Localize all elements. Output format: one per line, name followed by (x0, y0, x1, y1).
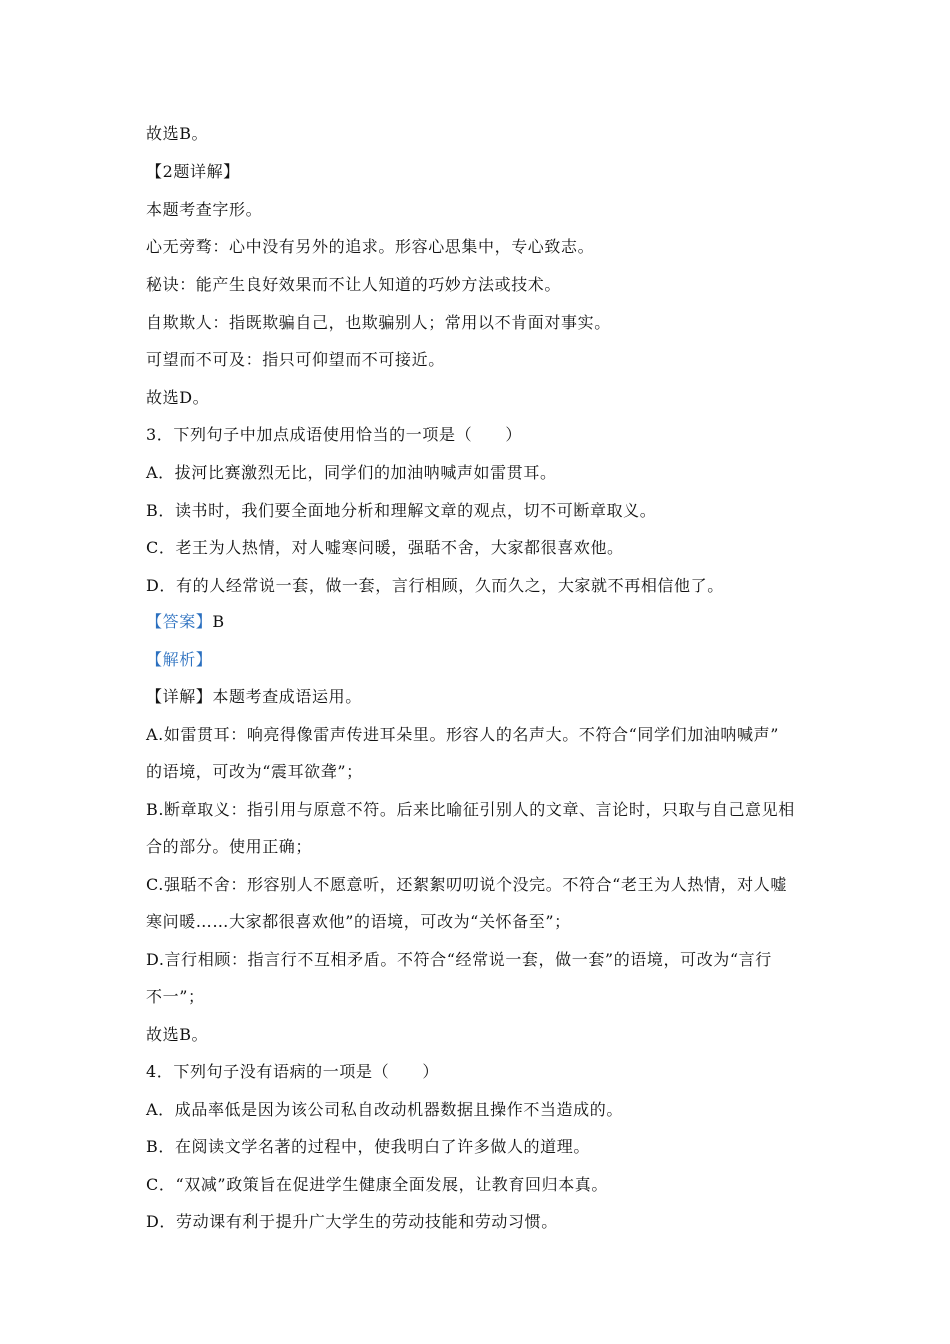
question-3-conclusion: 故选B。 (146, 1025, 209, 1044)
section-intro: 本题考查字形。 (146, 200, 263, 219)
explanation-line: D.言行相顾：指言行不互相矛盾。不符合“经常说一套，做一套”的语境，可改为“言行 (146, 950, 772, 969)
explanation-line: 寒问暖……大家都很喜欢他”的语境，可改为“关怀备至”； (146, 912, 571, 931)
analysis-label: 【解析】 (146, 650, 213, 669)
question-3-option-b: B．读书时，我们要全面地分析和理解文章的观点，切不可断章取义。 (146, 501, 657, 520)
question-3-option-d: D．有的人经常说一套，做一套，言行相顾，久而久之，大家就不再相信他了。 (146, 576, 724, 595)
section-conclusion: 故选D。 (146, 388, 210, 407)
explanation-line: A.如雷贯耳：响亮得像雷声传进耳朵里。形容人的名声大。不符合“同学们加油呐喊声” (146, 725, 780, 744)
explanation-line: 的语境，可改为“震耳欲聋”； (146, 762, 363, 781)
definition-line: 秘诀：能产生良好效果而不让人知道的巧妙方法或技术。 (146, 275, 562, 294)
conclusion-prev: 故选B。 (146, 124, 209, 143)
question-4-stem: 4．下列句子没有语病的一项是（ ） (146, 1062, 439, 1081)
question-4-option-d: D．劳动课有利于提升广大学生的劳动技能和劳动习惯。 (146, 1212, 558, 1231)
explanation-line: B.断章取义：指引用与原意不符。后来比喻征引别人的文章、言论时，只取与自己意见相 (146, 800, 795, 819)
explanation-line: 合的部分。使用正确； (146, 837, 313, 856)
question-3-stem: 3．下列句子中加点成语使用恰当的一项是（ ） (146, 425, 522, 444)
question-3-option-a: A．拔河比赛激烈无比，同学们的加油呐喊声如雷贯耳。 (146, 463, 557, 482)
explanation-line: C.强聒不舍：形容别人不愿意听，还絮絮叨叨说个没完。不符合“老王为人热情，对人嘘 (146, 875, 787, 894)
explanation-line: 不一”； (146, 987, 205, 1006)
answer-label: 【答案】 (146, 612, 213, 631)
answer-value: B (212, 612, 225, 631)
detail-line: 【详解】本题考查成语运用。 (146, 687, 362, 706)
definition-line: 可望而不可及：指只可仰望而不可接近。 (146, 350, 445, 369)
question-4-option-b: B．在阅读文学名著的过程中，使我明白了许多做人的道理。 (146, 1137, 590, 1156)
question-4-option-a: A．成品率低是因为该公司私自改动机器数据且操作不当造成的。 (146, 1100, 623, 1119)
definition-line: 自欺欺人：指既欺骗自己，也欺骗别人；常用以不肯面对事实。 (146, 313, 611, 332)
question-4-option-c: C．“双减”政策旨在促进学生健康全面发展，让教育回归本真。 (146, 1175, 609, 1194)
answer-line (146, 612, 826, 632)
section-heading: 【2题详解】 (146, 162, 240, 181)
definition-line: 心无旁骛：心中没有另外的追求。形容心思集中，专心致志。 (146, 237, 595, 256)
question-3-option-c: C．老王为人热情，对人嘘寒问暖，强聒不舍，大家都很喜欢他。 (146, 538, 624, 557)
